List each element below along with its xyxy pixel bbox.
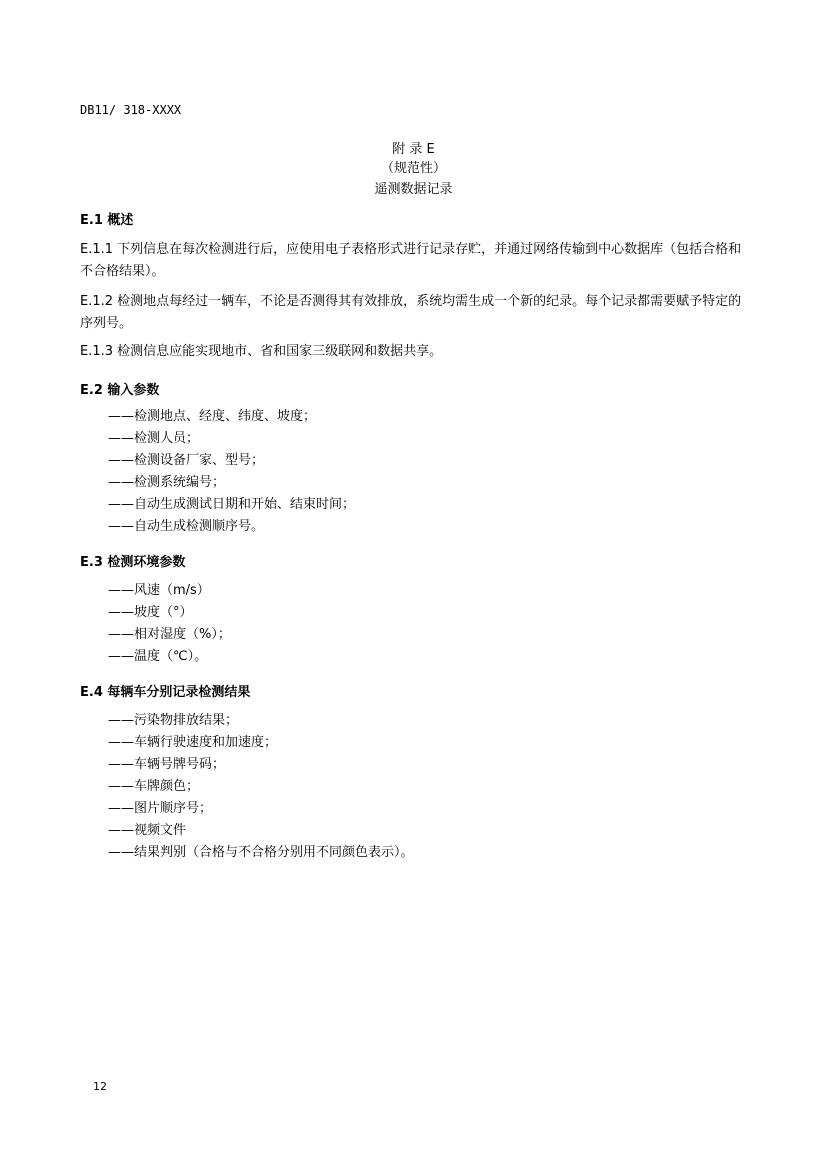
list-item: ——图片顺序号； <box>108 801 213 816</box>
list-item: ——坡度（°） <box>108 605 193 620</box>
list-item: ——结果判别（合格与不合格分别用不同颜色表示）。 <box>108 845 414 860</box>
list-item: ——相对湿度（%）； <box>108 627 231 642</box>
section-e2-heading: E.2 输入参数 <box>80 383 160 398</box>
section-e2-list <box>108 406 355 538</box>
list-item: ——自动生成检测顺序号。 <box>108 519 265 534</box>
appendix-type: （规范性） <box>380 161 446 176</box>
appendix-label: 附 录 E <box>392 142 435 157</box>
section-e3-heading: E.3 检测环境参数 <box>80 555 186 570</box>
list-item: ——温度（℃）。 <box>108 649 208 664</box>
section-e4-list <box>108 710 414 864</box>
list-item: ——视频文件 <box>108 823 187 838</box>
list-item: ——车牌颜色； <box>108 779 200 794</box>
page-number: 12 <box>93 1080 107 1093</box>
list-item: ——风速（m/s） <box>108 583 210 598</box>
list-item: ——车辆号牌号码； <box>108 757 226 772</box>
list-item: ——检测人员； <box>108 431 200 446</box>
list-item: ——检测设备厂家、型号； <box>108 453 265 468</box>
list-item: ——检测地点、经度、纬度、坡度； <box>108 409 317 424</box>
section-e3-list <box>108 580 231 668</box>
list-item: ——自动生成测试日期和开始、结束时间； <box>108 497 356 512</box>
list-item: ——车辆行驶速度和加速度； <box>108 735 278 750</box>
appendix-title: 遥测数据记录 <box>374 182 453 197</box>
section-e4-heading: E.4 每辆车分别记录检测结果 <box>80 685 251 700</box>
list-item: ——污染物排放结果； <box>108 713 239 728</box>
section-e1-3-text: E.1.3 检测信息应能实现地市、省和国家三级联网和数据共享。 <box>80 344 443 359</box>
section-e1-1-text: E.1.1 下列信息在每次检测进行后，应使用电子表格形式进行记录存贮，并通过网络传输到中心数据库（包括合格和不合格结果）。 <box>80 242 742 279</box>
section-e1-heading: E.1 概述 <box>80 213 134 228</box>
section-e1-2-text: E.1.2 检测地点每经过一辆车，不论是否测得其有效排放，系统均需生成一个新的纪录。每个记录都需要赋予特定的序列号。 <box>80 294 742 331</box>
list-item: ——检测系统编号； <box>108 475 226 490</box>
document-id: DB11/ 318-XXXX <box>80 103 182 117</box>
